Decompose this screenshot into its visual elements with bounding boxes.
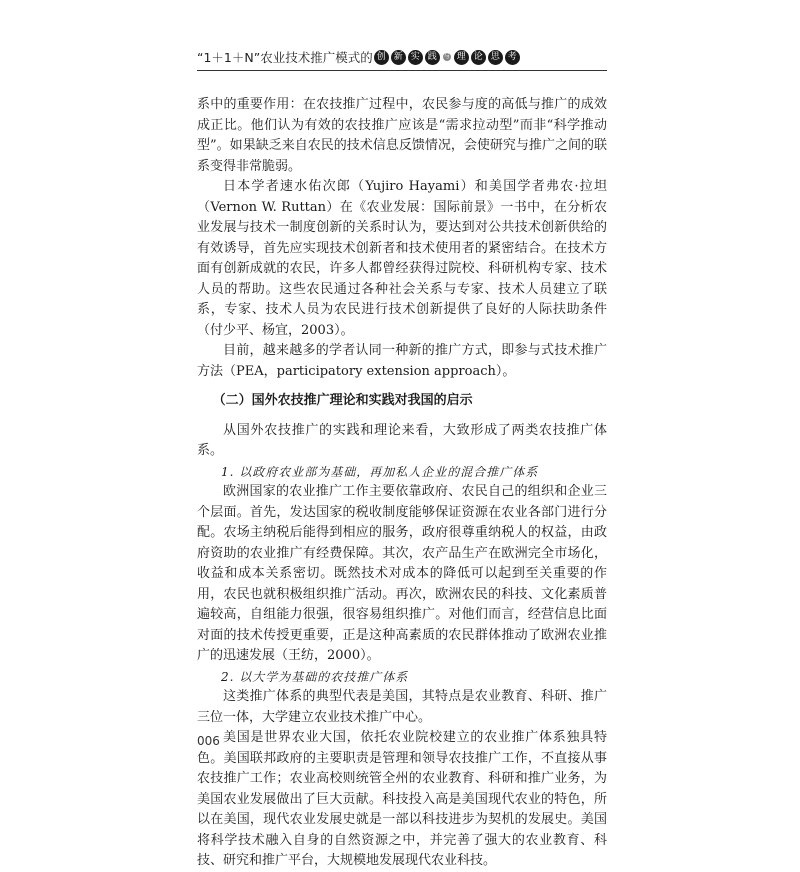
subheading-1: 1. 以政府农业部为基础，再加私人企业的混合推广体系 [221, 464, 539, 479]
paragraph-5: 欧洲国家的农业推广工作主要依靠政府、农民自己的组织和企业三个层面。首先，发达国家的税收制度能够保证资源在农业各部门进行分配。农场主纳税后能得到相应的服务，政府很尊重纳税人的权益，由政府资助的农业推广有经费保障。其次，农产品生产在欧洲完全市场化，收益和成本关系密切。既然技术对成本的降低可以起到至关重要的作用，农民也就积极组织推广活动。再次，欧洲农民的科技、文化素质普遍较高，自组能力很强，很容易组织推广。对他们而言，经营信息比面对面的技术传授更重要，正是这种高素质的农民群体推动了欧洲农业推广的迅速发展（王纺，2000）。 [197, 484, 607, 663]
section-heading: （二）国外农技推广理论和实践对我国的启示 [212, 393, 473, 408]
paragraph-6: 这类推广体系的典型代表是美国，其特点是农业教育、科研、推广三位一体，大学建立农业技术推广中心。 [197, 689, 607, 725]
header-chip-1: 创 [374, 50, 389, 65]
header-chip-6: 论 [471, 50, 486, 65]
body-text [197, 95, 607, 872]
header-chip-2: 新 [391, 50, 406, 65]
page-number: 006 [197, 734, 220, 748]
header-chip-8: 考 [505, 50, 520, 65]
header-chip-separator: 与 [443, 53, 450, 60]
paragraph-3: 目前，越来越多的学者认同一种新的推广方式，即参与式技术推广方法（PEA，participatory extension approach）。 [197, 343, 607, 379]
header-chip-4: 践 [425, 50, 440, 65]
subheading-2: 2. 以大学为基础的农技推广体系 [221, 669, 409, 684]
running-header [197, 48, 521, 66]
header-chip-7: 思 [488, 50, 503, 65]
paragraph-1: 系中的重要作用：在农技推广过程中，农民参与度的高低与推广的成效成正比。他们认为有效的农技推广应该是“需求拉动型”而非“科学推动型”。如果缺乏来自农民的技术信息反馈情况，会使研究与推广之间的联系变得非常脆弱。 [197, 97, 607, 174]
header-chip-3: 实 [408, 50, 423, 65]
paragraph-2: 日本学者速水佑次郎（Yujiro Hayami）和美国学者弗农·拉坦（Vernon W. Ruttan）在《农业发展：国际前景》一书中，在分析农业发展与技术一制度创新的关系时认为，要达到对公共技术创新供给的有效诱导，首先应实现技术创新者和技术使用者的紧密结合。在技术方面有创新成就的农民，许多人都曾经获得过院校、科研机构专家、技术人员的帮助。这些农民通过各种社会关系与专家、技术人员建立了联系，专家、技术人员为农民进行技术创新提供了良好的人际扶助条件（付少平、杨宜，2003）。 [197, 179, 607, 338]
paragraph-4: 从国外农技推广的实践和理论来看，大致形成了两类农技推广体系。 [197, 422, 607, 458]
header-title: “1＋1＋N”农业技术推广模式的 [197, 50, 373, 65]
paragraph-7: 美国是世界农业大国，依托农业院校建立的农业推广体系独具特色。美国联邦政府的主要职责是管理和领导农技推广工作，不直接从事农技推广工作；农业高校则统管全州的农业教育、科研和推广业务，为美国农业发展做出了巨大贡献。科技投入高是美国现代农业的特色，所以在美国，现代农业发展史就是一部以科技进步为契机的发展史。美国将科学技术融入自身的自然资源之中，并完善了强大的农业教育、科技、研究和推广平台，大规模地发展现代农业科技。 [197, 730, 607, 868]
header-rule [197, 70, 607, 71]
header-chip-5: 理 [454, 50, 469, 65]
